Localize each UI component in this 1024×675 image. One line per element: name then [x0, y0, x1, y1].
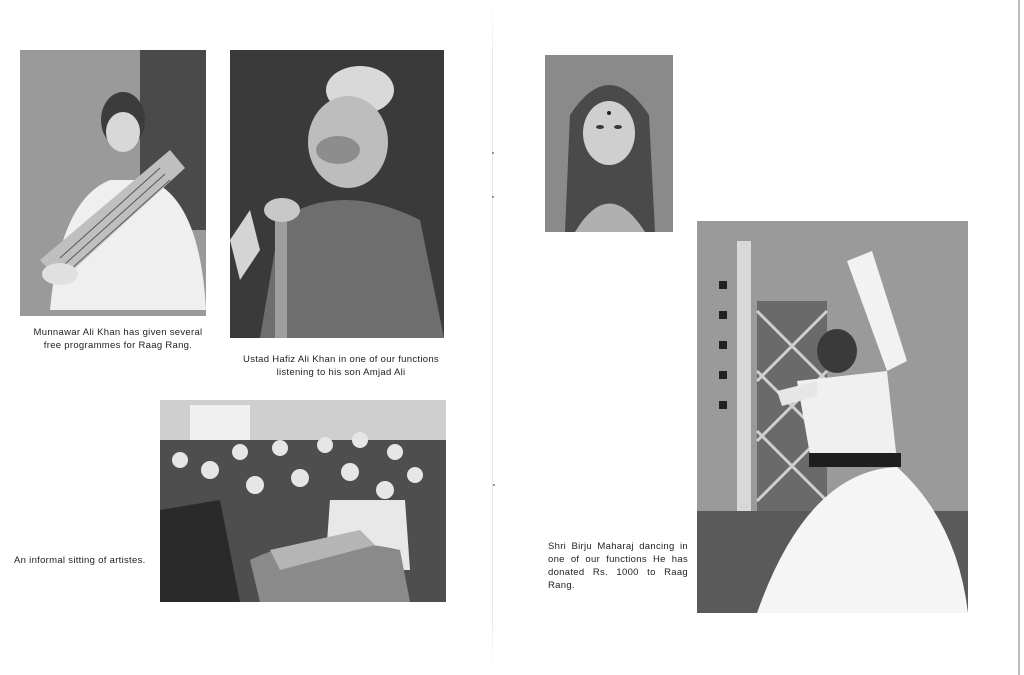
page-edge — [1018, 0, 1020, 675]
caption-munnawar: Munnawar Ali Khan has given several free programmes for Raag Rang. — [33, 327, 203, 351]
photo-informal-sitting — [160, 400, 446, 602]
page-gutter — [492, 0, 493, 675]
photo-birju-maharaj — [697, 221, 968, 613]
caption-informal-sitting: An informal sitting of artistes. — [14, 555, 146, 566]
caption-hafiz-line-2: listening to his son Amjad Ali — [276, 367, 406, 378]
photo-ustad-hafiz-ali-khan — [230, 50, 444, 338]
photo-girja-devi — [545, 55, 673, 232]
print-speck — [492, 196, 494, 198]
print-speck — [492, 152, 494, 154]
caption-birju-maharaj: Shri Birju Maharaj dancing in one of our functions He has donated Rs. 1000 to Raag Rang. — [548, 541, 688, 591]
photo-munnawar-ali-khan — [20, 50, 206, 316]
print-speck — [493, 484, 495, 486]
caption-hafiz-ali-khan — [236, 353, 446, 379]
caption-hafiz-line-1: Ustad Hafiz Ali Khan in one of our functions — [243, 354, 439, 365]
